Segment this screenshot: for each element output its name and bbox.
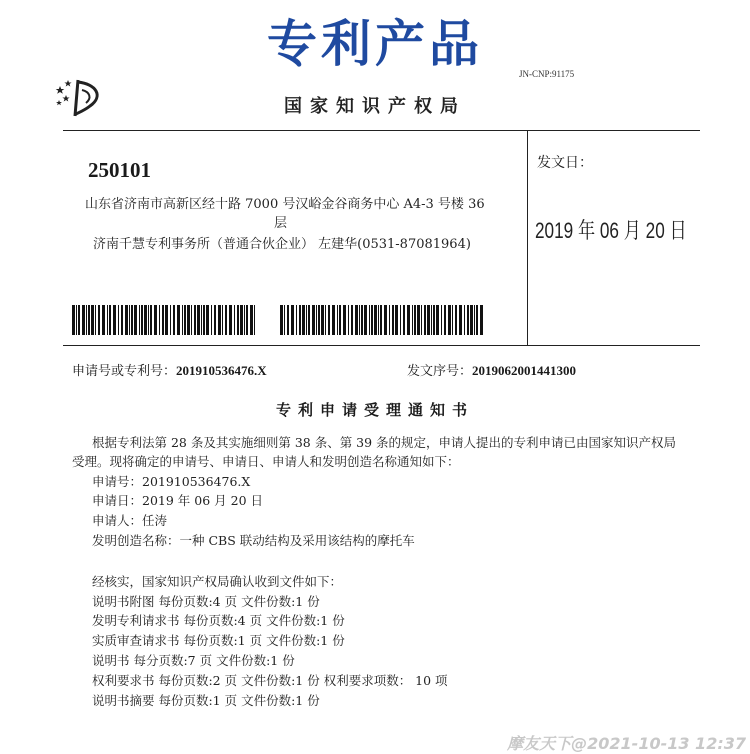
file-item: 发明专利请求书 每份页数:4 页 文件份数:1 份 [92,613,345,628]
agency-line: 济南千慧专利事务所（普通合伙企业） 左建华(0531-87081964) [93,237,471,252]
file-item: 说明书附图 每份页数:4 页 文件份数:1 份 [92,594,320,609]
form-code: JN-CNP:91175 [519,69,575,79]
office-name: 国家知识产权局 [284,96,466,117]
barcode-right-bars [280,305,486,335]
file-item: 实质审查请求书 每份页数:1 页 文件份数:1 份 [92,633,345,648]
postcode: 250101 [88,158,151,182]
barcode-right [280,305,486,335]
file-item: 权利要求书 每份页数:2 页 文件份数:1 份 权利要求项数： 10 项 [92,673,448,688]
field-application-number: 申请号：201910536476.X [92,474,251,489]
issue-date-label: 发文日： [537,155,593,171]
intro-line-2: 受理。现将确定的申请号、申请日、申请人和发明创造名称通知如下： [72,454,460,469]
address-line-2: 层 [274,216,288,231]
banner-title: 专利产品 [267,15,483,73]
field-application-date: 申请日：2019 年 06 月 20 日 [92,493,263,508]
application-number-row [72,360,267,379]
file-item: 说明书 每分页数:7 页 文件份数:1 份 [92,653,295,668]
document-number-row [407,360,576,379]
application-number: 201910536476.X [176,363,267,378]
address-line-1: 山东省济南市高新区经十路 7000 号汉峪金谷商务中心 A4-3 号楼 36 [85,197,485,212]
issue-date: 2019 年 06 月 20 日 [535,218,687,243]
header-bottom-rule [63,345,700,346]
field-applicant: 申请人：任涛 [92,513,168,528]
document-number-label: 发文序号： [407,364,473,379]
barcode-left-bars [72,305,258,335]
application-number-label: 申请号或专利号： [72,364,177,379]
file-item: 说明书摘要 每份页数:1 页 文件份数:1 份 [92,693,320,708]
barcode-left [72,305,258,335]
header-top-rule [63,130,700,131]
field-invention-title: 发明创造名称：一种 CBS 联动结构及采用该结构的摩托车 [92,533,415,548]
document-number: 2019062001441300 [472,363,577,378]
intro-line-1: 根据专利法第 28 条及其实施细则第 38 条、第 39 条的规定，申请人提出的专利申请已由国家知识产权局 [92,435,677,450]
watermark: 摩友天下@2021-10-13 12:37 [507,734,746,753]
review-line: 经核实，国家知识产权局确认收到文件如下： [92,574,343,589]
notice-title: 专利申请受理通知书 [275,401,474,419]
header-divider [527,130,528,345]
